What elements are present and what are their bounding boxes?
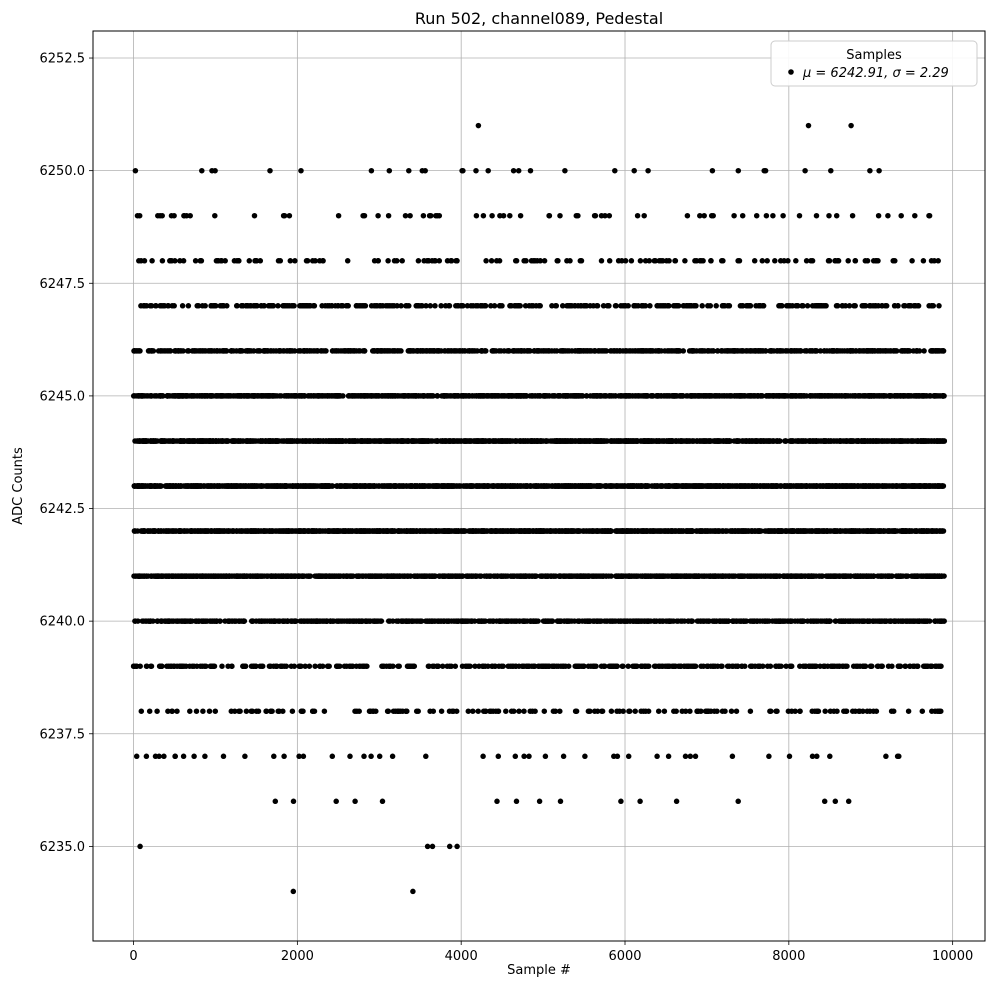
y-axis-label: ADC Counts: [11, 447, 26, 525]
y-tick-label: 6247.5: [39, 276, 85, 292]
legend: [771, 41, 977, 86]
x-tick-label: 10000: [931, 949, 974, 964]
y-tick-label: 6242.5: [39, 502, 85, 518]
x-tick-label: 4000: [444, 949, 478, 964]
y-tick-label: 6240.0: [39, 614, 85, 630]
y-tick-label: 6250.0: [39, 164, 85, 180]
x-tick-label: 6000: [608, 949, 642, 964]
x-axis-label: Sample #: [507, 963, 571, 978]
x-tick-label: 2000: [280, 949, 314, 964]
axis-tick-labels: [40, 52, 974, 964]
y-tick-label: 6252.5: [39, 51, 85, 67]
y-tick-label: 6237.5: [39, 727, 85, 743]
y-tick-label: 6235.0: [39, 839, 85, 855]
y-tick-label: 6245.0: [39, 389, 85, 405]
legend-title: Samples: [846, 48, 902, 63]
x-tick-label: 0: [129, 949, 138, 964]
x-tick-label: 8000: [772, 949, 806, 964]
legend-entry: μ = 6242.91, σ = 2.29: [803, 66, 949, 81]
chart-title: Run 502, channel089, Pedestal: [414, 9, 664, 28]
axis-ticks: [89, 58, 953, 945]
legend-marker-dot: [788, 69, 794, 75]
